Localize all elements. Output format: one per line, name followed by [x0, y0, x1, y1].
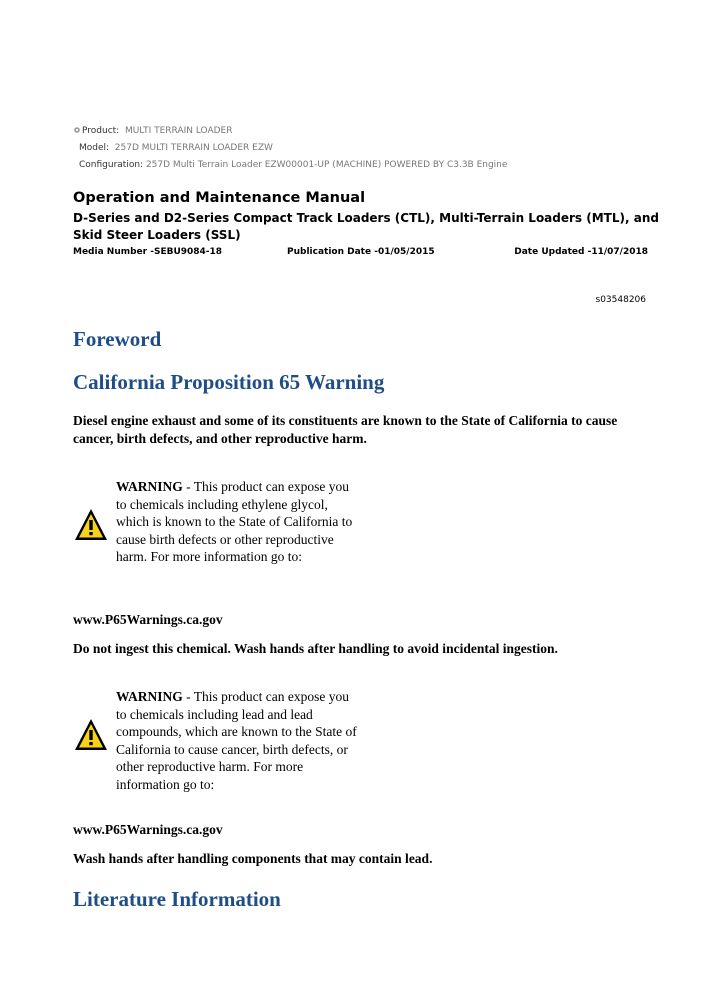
do-not-ingest-statement: Do not ingest this chemical. Wash hands after handling to avoid incidental ingestion.	[73, 641, 558, 656]
warning-triangle-icon	[73, 507, 109, 543]
warning-triangle-icon	[73, 717, 109, 753]
p65-url-2: www.P65Warnings.ca.gov	[73, 822, 223, 837]
product-label: Product:	[82, 126, 120, 136]
warning-text-2	[116, 688, 361, 794]
configuration-label: Configuration:	[79, 160, 144, 170]
manual-title: Operation and Maintenance Manual	[73, 190, 366, 206]
warning-word: WARNING	[116, 479, 183, 494]
warning-word: WARNING	[116, 689, 183, 704]
publication-date: Publication Date -01/05/2015	[287, 247, 435, 257]
configuration-line	[79, 160, 507, 170]
product-line	[73, 126, 232, 136]
model-label: Model:	[79, 143, 110, 153]
product-value: MULTI TERRAIN LOADER	[124, 126, 233, 136]
diesel-exhaust-statement: Diesel engine exhaust and some of its constituents are known to the State of California to cause cancer, birth defects, and other reproductive harm.	[73, 413, 618, 446]
model-line	[79, 143, 273, 153]
warning-text-1	[116, 478, 361, 566]
heading-california-prop65: California Proposition 65 Warning	[73, 370, 385, 394]
p65-url-1: www.P65Warnings.ca.gov	[73, 612, 223, 627]
manual-subtitle: D-Series and D2-Series Compact Track Loaders (CTL), Multi-Terrain Loaders (MTL), and Skid Steer Loaders (SSL)	[73, 211, 659, 242]
heading-foreword: Foreword	[73, 327, 162, 351]
heading-literature-information: Literature Information	[73, 887, 281, 911]
media-number: Media Number -SEBU9084-18	[73, 247, 223, 257]
wash-hands-lead-statement: Wash hands after handling components that may contain lead.	[73, 851, 433, 866]
date-updated: Date Updated -11/07/2018	[514, 247, 648, 257]
warning-1-body: - This product can expose you to chemicals including ethylene glycol, which is known to the State of California to cause birth defects or other reproductive harm. For more information go to:	[116, 479, 353, 565]
gear-icon	[73, 126, 81, 134]
reference-id: s03548206	[595, 295, 646, 305]
model-value: 257D MULTI TERRAIN LOADER EZW	[114, 143, 273, 153]
configuration-value: 257D Multi Terrain Loader EZW00001-UP (MACHINE) POWERED BY C3.3B Engine	[145, 160, 508, 170]
warning-2-body: - This product can expose you to chemicals including lead and lead compounds, which are known to the State of California to cause cancer, birth defects, or other reproductive harm. For more information go to:	[116, 689, 357, 792]
